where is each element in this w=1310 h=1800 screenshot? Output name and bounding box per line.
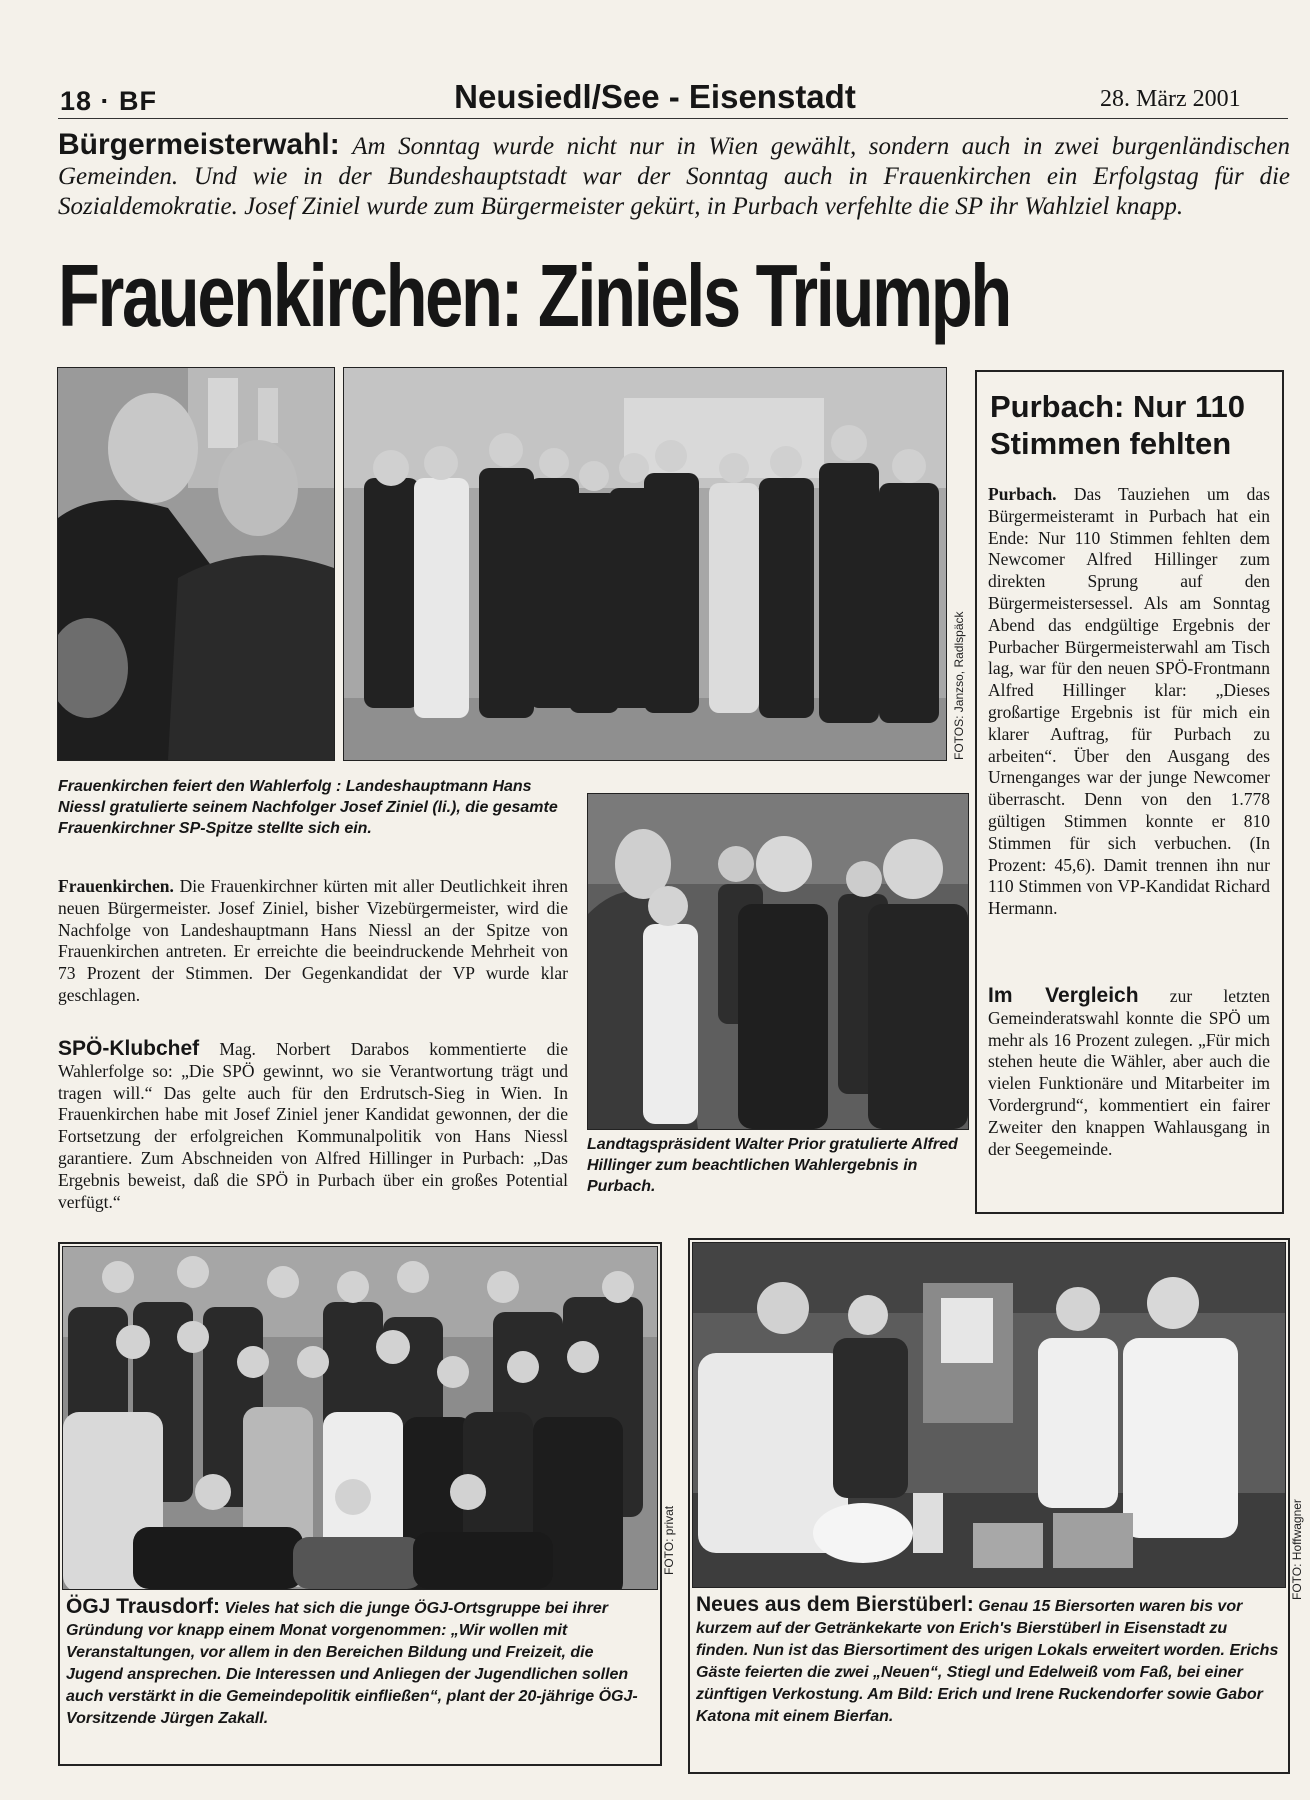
article-subhead: SPÖ-Klubchef bbox=[58, 1037, 200, 1060]
photo-niessl-ziniel bbox=[57, 367, 335, 761]
caption-oegj-trausdorf bbox=[66, 1596, 650, 1730]
section-label: 18 · BF bbox=[60, 86, 158, 116]
sidebar-dateline: Purbach. bbox=[988, 484, 1057, 504]
article-text-2: Mag. Norbert Darabos kommentierte die Wahlerfolge so: „Die SPÖ gewinnt, wo sie Verantwortung trägt und tragen will.“ Das gelte auch für den Erdrutsch-Sieg in Wien. In Frauenkirchen habe mit Josef Ziniel jener Kandidat gewonnen, der die Fortsetzung der erfolgreichen Kommunalpolitik von Hans Niessl garantiere. Zum Abschneiden von Alfred Hillinger in Purbach: „Das Ergebnis beweist, daß die SPÖ in Purbach über ein großes Potential verfügt.“ bbox=[58, 1039, 568, 1212]
caption-purbach: Landtagspräsident Walter Prior gratulierte Alfred Hillinger zum beachtlichen Wahlergebnis in Purbach. bbox=[587, 1136, 958, 1195]
article-dateline: Frauenkirchen. bbox=[58, 876, 174, 896]
sidebar-subhead: Im Vergleich bbox=[988, 984, 1139, 1007]
photo-prior-hillinger bbox=[587, 793, 969, 1130]
caption-frauenkirchen: Frauenkirchen feiert den Wahlerfolg : Landeshauptmann Hans Niessl gratulierte seinem Nachfolger Josef Ziniel (li.), die gesamte Frauenkirchner SP-Spitze stellte sich ein. bbox=[58, 778, 558, 837]
sidebar-title: Purbach: Nur 110 Stimmen fehlten bbox=[990, 389, 1245, 461]
intro-kicker: Bürgermeisterwahl: bbox=[58, 128, 340, 161]
sidebar-text-1: Das Tauziehen um das Bürgermeisteramt in Purbach hat ein Ende: Nur 110 Stimmen fehlten dem Newcomer Alfred Hillinger zum direkten Sprung auf den Bürgermeistersessel. Als am Sonntag Abend das endgültige Ergebnis der Purbacher Bürgermeisterwahl am Tisch lag, war für den neuen SPÖ-Frontmann Alfred Hillinger klar: „Dieses großartige Ergebnis ist für mich ein klarer Auftrag, für Purbach zu arbeiten“. Über den Ausgang des Urnenganges war der junge Newcomer überrascht. Denn von den 1.778 gültigen Stimmen konnte er 810 Stimmen für sich verbuchen. (In Prozent: 45,6). Damit trennen ihn nur 110 Stimmen von VP-Kandidat Richard Hermann. bbox=[988, 484, 1270, 919]
oegj-text: Vieles hat sich die junge ÖGJ-Ortsgruppe bei ihrer Gründung vor knapp einem Monat vorgenommen: „Wir wollen mit Veranstaltungen, vor allem in den Bereichen Bildung und Freizeit, die Jugend ansprechen. Die Interessen und Anliegen der Jugendlichen sollen auch verstärkt in die Gemeindepolitik einfließen“, plant der 20-jährige ÖGJ-Vorsitzende Jürgen Zakall. bbox=[66, 1600, 638, 1727]
sidebar-paragraph-2 bbox=[988, 985, 1270, 1160]
issue-date: 28. März 2001 bbox=[1100, 86, 1241, 112]
sidebar-paragraph-1 bbox=[988, 484, 1270, 920]
intro-text: Am Sonntag wurde nicht nur in Wien gewählt, sondern auch in zwei burgenländischen Gemeinden. Und wie in der Bundeshauptstadt war der Sonntag auch in Frauenkirchen ein Erfolgstag für die Sozialdemokratie. Josef Ziniel wurde zum Bürgermeister gekürt, in Purbach verfehlte die SP ihr Wahlziel knapp. bbox=[58, 133, 1290, 220]
photo-credit-bottom-right: FOTO: Hoffwagner bbox=[1290, 1499, 1304, 1600]
photo-credit-bottom-left: FOTO: privat bbox=[662, 1505, 676, 1575]
bierstueberl-text: Genau 15 Biersorten waren bis vor kurzem auf der Getränkekarte von Erich's Bierstüberl in Eisenstadt zu finden. Nun ist das Biersortiment des urigen Lokals erweitert worden. Erichs Gäste feierten die zwei „Neuen“, Stiegl und Edelweiß vom Faß, bei einer zünftigen Verkostung. Am Bild: Erich und Irene Ruckendorfer sowie Gabor Katona mit einem Bierfan. bbox=[696, 1598, 1279, 1725]
photo-credit-top: FOTOS: Janzso, Radlspäck bbox=[952, 611, 966, 760]
oegj-kicker: ÖGJ Trausdorf: bbox=[66, 1595, 221, 1618]
photo-bierstueberl bbox=[692, 1242, 1286, 1588]
header-rule bbox=[58, 118, 1288, 119]
article-paragraph-2 bbox=[58, 1038, 568, 1213]
article-text-1: Die Frauenkirchner kürten mit aller Deutlichkeit ihren neuen Bürgermeister. Josef Ziniel, bisher Vizebürgermeister, wird die Nachfolge von Landeshauptmann Hans Niessl an der Spitze von Frauenkirchen antreten. Er erreichte die beeindruckende Mehrheit von 73 Prozent der Stimmen. Der Gegenkandidat der VP wurde klar geschlagen. bbox=[58, 876, 568, 1005]
caption-bierstueberl bbox=[696, 1594, 1280, 1728]
headline: Frauenkirchen: Ziniels Triumph bbox=[58, 246, 1010, 345]
article-paragraph-1 bbox=[58, 876, 568, 1007]
photo-oegj-group bbox=[62, 1246, 658, 1590]
section-title: Neusiedl/See - Eisenstadt bbox=[454, 78, 856, 115]
bierstueberl-kicker: Neues aus dem Bierstüberl: bbox=[696, 1593, 974, 1616]
intro-paragraph bbox=[58, 130, 1290, 222]
photo-frauenkirchen-group bbox=[343, 367, 947, 761]
sidebar-text-2: zur letzten Gemeinderatswahl konnte die SPÖ um mehr als 16 Prozent zulegen. „Für mich stehen heute die Wähler, aber auch die vielen Funktionäre und Mitarbeiter im Vordergrund“, kommentiert ein fairer Zweiter den knappen Wahlausgang in der Seegemeinde. bbox=[988, 986, 1270, 1159]
